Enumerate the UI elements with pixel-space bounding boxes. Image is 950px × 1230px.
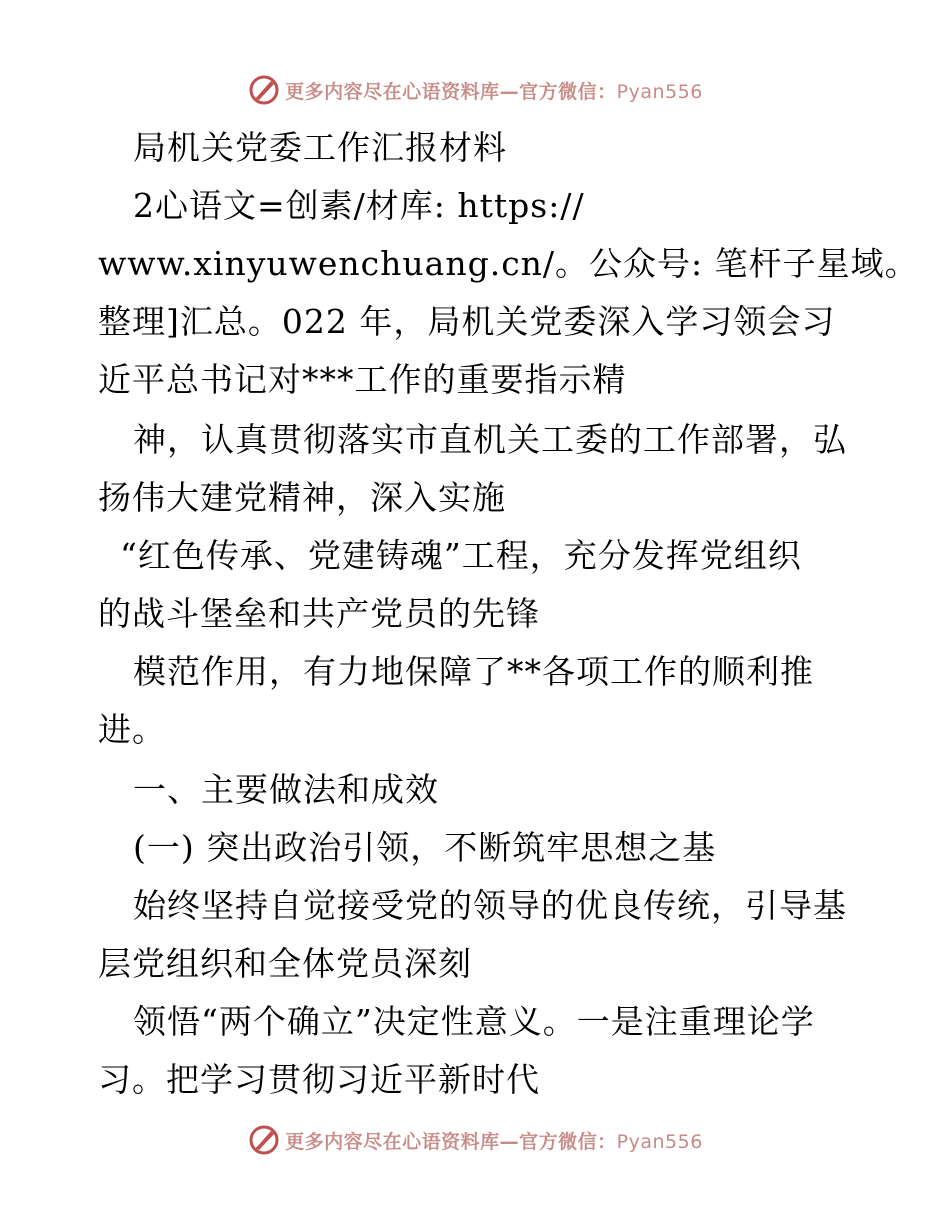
watermark-text [285,1127,703,1154]
document-line: “红色传承、党建铸魂”工程，充分发挥党组织 [120,536,802,575]
subsection-heading: (一) 突出政治引领，不断筑牢思想之基 [133,828,717,867]
section-heading: 一、主要做法和成效 [133,770,439,809]
document-line: 始终坚持自觉接受党的领导的优良传统，引导基 [133,886,847,925]
document-title: 局机关党委工作汇报材料 [133,128,507,167]
document-line: 的战斗堡垒和共产党员的先锋 [98,594,540,633]
watermark-banner-bottom [0,1120,950,1160]
document-line: 领悟“两个确立”决定性意义。一是注重理论学 [133,1002,815,1041]
watermark-wechat-id: Pyan556 [616,80,703,103]
document-line: 整理]汇总。022 年，局机关党委深入学习领会习 [98,302,836,341]
watermark-wechat-id: Pyan556 [616,1130,703,1153]
document-line: 近平总书记对***工作的重要指示精 [98,360,627,399]
document-line: www.xinyuwenchuang.cn/。公众号: 笔杆子星域。 [98,244,919,283]
watermark-text-cn: 更多内容尽在心语资料库—官方微信： [285,80,617,103]
document-line: 神，认真贯彻落实市直机关工委的工作部署，弘 [133,420,847,459]
watermark-text-cn: 更多内容尽在心语资料库—官方微信： [285,1130,617,1153]
document-line: 扬伟大建党精神，深入实施 [98,478,506,517]
document-line: 进。 [98,710,166,749]
document-line: 模范作用，有力地保障了**各项工作的顺利推 [133,652,814,691]
document-line: 2心语文=创素/材库: https:// [133,186,585,225]
document-line: 层党组织和全体党员深刻 [98,944,472,983]
quill-pen-logo-icon [247,1123,281,1157]
document-line: 习。把学习贯彻习近平新时代 [98,1060,540,1099]
